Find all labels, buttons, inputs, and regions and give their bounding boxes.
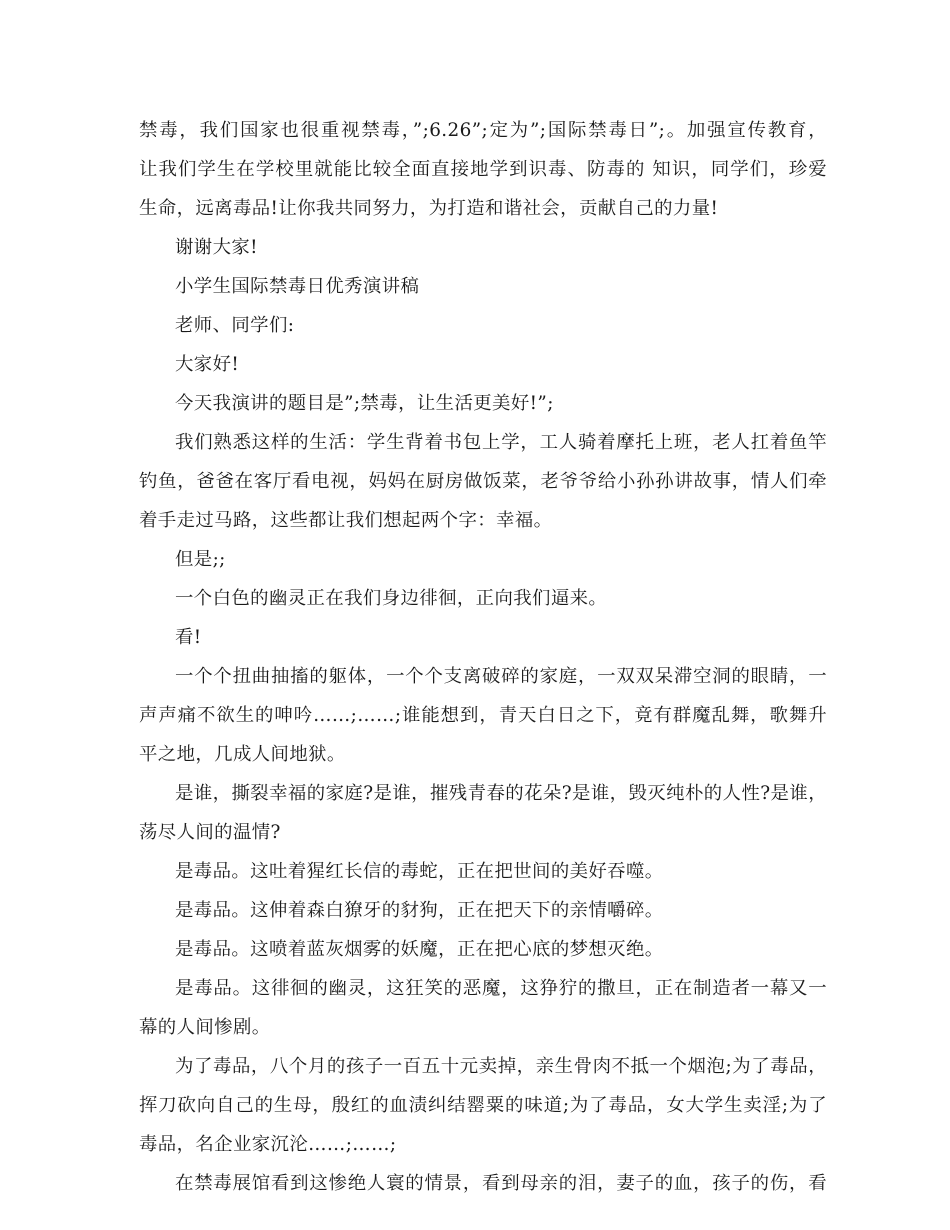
greeting: 大家好! xyxy=(175,354,240,375)
text-line: 是谁，撕裂幸福的家庭?是谁，摧残青春的花朵?是谁，毁灭纯朴的人性?是谁， xyxy=(175,783,827,804)
text-line: 荡尽人间的温情? xyxy=(139,822,281,843)
text-line: 毒品，名企业家沉沦……;……; xyxy=(139,1134,397,1155)
text-line: 是毒品。这伸着森白獠牙的豺狗，正在把天下的亲情嚼碎。 xyxy=(175,900,664,921)
text-line: 是毒品。这徘徊的幽灵，这狂笑的恶魔，这狰狞的撒旦，正在制造者一幕又一 xyxy=(175,978,827,999)
text-line: 一个白色的幽灵正在我们身边徘徊，正向我们逼来。 xyxy=(175,588,608,609)
text-line: 看! xyxy=(175,627,202,648)
salutation: 老师、同学们: xyxy=(175,315,295,336)
text-line: 是毒品。这喷着蓝灰烟雾的妖魔，正在把心底的梦想灭绝。 xyxy=(175,939,664,960)
text-line: 平之地，几成人间地狱。 xyxy=(139,744,346,765)
text-line: 今天我演讲的题目是”;禁毒，让生活更美好!”; xyxy=(175,393,554,414)
text-line: 声声痛不欲生的呻吟……;……;谁能想到，青天白日之下，竟有群魔乱舞，歌舞升 xyxy=(139,705,827,726)
text-line: 生命，远离毒品!让你我共同努力，为打造和谐社会，贡献自己的力量! xyxy=(139,198,719,219)
text-line: 让我们学生在学校里就能比较全面直接地学到识毒、防毒的 知识，同学们，珍爱 xyxy=(139,159,827,180)
text-line: 钓鱼，爸爸在客厅看电视，妈妈在厨房做饭菜，老爷爷给小孙孙讲故事，情人们牵 xyxy=(139,471,827,492)
text-line: 幕的人间惨剧。 xyxy=(139,1017,271,1038)
text-line: 我们熟悉这样的生活：学生背着书包上学，工人骑着摩托上班，老人扛着鱼竿 xyxy=(175,432,827,453)
document-body xyxy=(139,111,827,1203)
text-line: 一个个扭曲抽搐的躯体，一个个支离破碎的家庭，一双双呆滞空洞的眼睛，一 xyxy=(175,666,827,687)
text-line: 但是;; xyxy=(175,549,226,570)
text-line: 为了毒品，八个月的孩子一百五十元卖掉，亲生骨肉不抵一个烟泡;为了毒品， xyxy=(175,1056,827,1077)
text-line: 是毒品。这吐着猩红长信的毒蛇，正在把世间的美好吞噬。 xyxy=(175,861,664,882)
text-line: 谢谢大家! xyxy=(175,237,258,258)
text-line: 挥刀砍向自己的生母，殷红的血渍纠结罂粟的味道;为了毒品，女大学生卖淫;为了 xyxy=(139,1095,827,1116)
speech-title: 小学生国际禁毒日优秀演讲稿 xyxy=(175,276,420,297)
text-line: 禁毒，我们国家也很重视禁毒，”;6.26”;定为”;国际禁毒日”;。加强宣传教育， xyxy=(139,120,827,141)
text-line: 在禁毒展馆看到这惨绝人寰的情景，看到母亲的泪，妻子的血，孩子的伤，看 xyxy=(175,1173,827,1194)
text-line: 着手走过马路，这些都让我们想起两个字：幸福。 xyxy=(139,510,553,531)
